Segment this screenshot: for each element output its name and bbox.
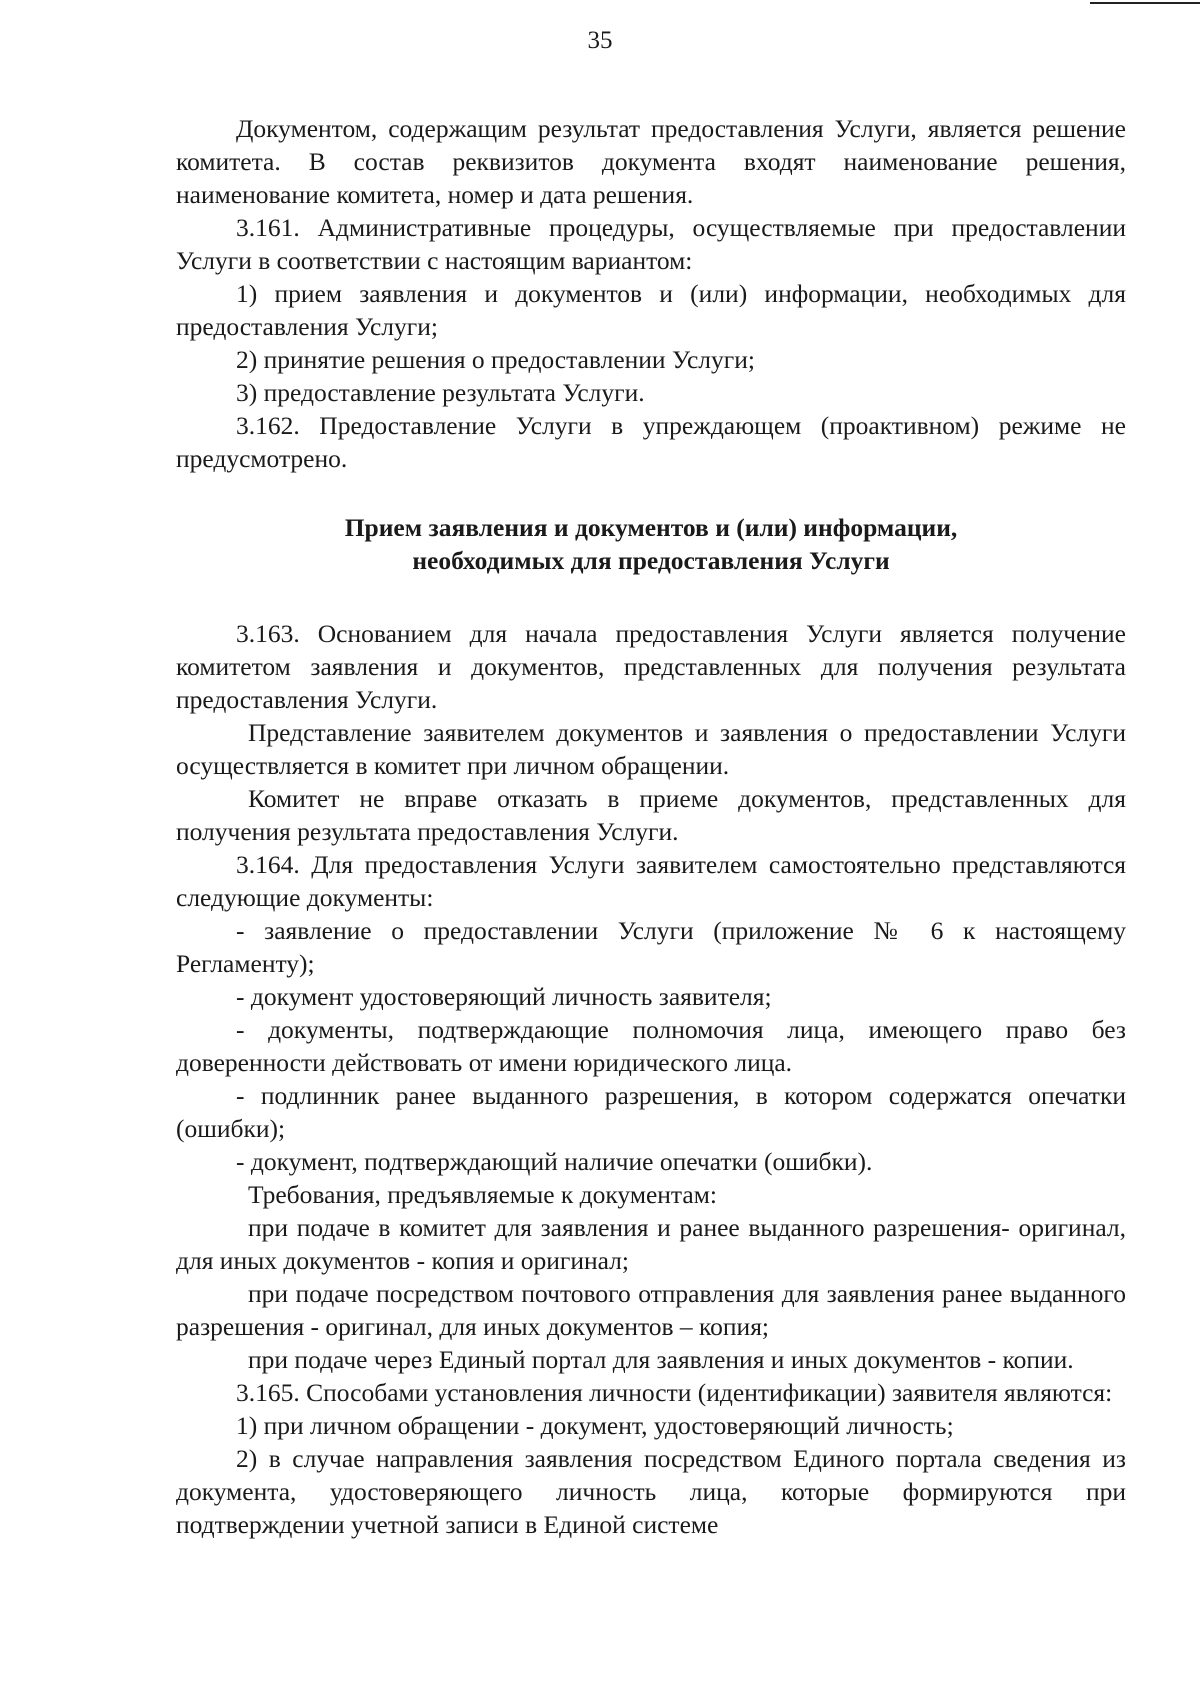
section-heading-line-1: Прием заявления и документов и (или) информации, (344, 513, 958, 542)
paragraph-submission: Представление заявителем документов и заявления о предоставлении Услуги осуществляется в комитет при личном обращении. (176, 718, 1126, 780)
list-item-document-original-permit: - подлинник ранее выданного разрешения, в котором содержатся опечатки (ошибки); (176, 1081, 1126, 1143)
paragraph-3-163: 3.163. Основанием для начала предоставления Услуги является получение комитетом заявления и документов, представленных для получения результата предоставления Услуги. (176, 619, 1126, 714)
paragraph-3-164: 3.164. Для предоставления Услуги заявителем самостоятельно представляются следующие документы: (176, 850, 1126, 912)
paragraph-3-162: 3.162. Предоставление Услуги в упреждающем (проактивном) режиме не предусмотрено. (176, 411, 1126, 473)
section-heading-line-2: необходимых для предоставления Услуги (412, 546, 890, 575)
page-number: 35 (587, 27, 613, 54)
top-edge-rule (1090, 2, 1200, 4)
list-item-document-identity: - документ удостоверяющий личность заявителя; (236, 982, 772, 1011)
document-body (176, 112, 1126, 1541)
list-item-identification-1: 1) при личном обращении - документ, удостоверяющий личность; (236, 1411, 954, 1440)
list-item-identification-2: 2) в случае направления заявления посредством Единого портала сведения из документа, удостоверяющего личность лица, которые формируются при подтверждении учетной записи в Единой системе (176, 1444, 1126, 1539)
section-heading (176, 511, 1126, 577)
list-item-procedure-3: 3) предоставление результата Услуги. (236, 378, 645, 407)
paragraph-no-refusal: Комитет не вправе отказать в приеме документов, представленных для получения результата предоставления Услуги. (176, 784, 1126, 846)
list-item-document-error-proof: - документ, подтверждающий наличие опечатки (ошибки). (236, 1147, 873, 1176)
paragraph-requirement-portal: при подаче через Единый портал для заявления и иных документов - копии. (248, 1345, 1074, 1374)
paragraph-requirement-in-person: при подаче в комитет для заявления и ранее выданного разрешения- оригинал, для иных документов - копия и оригинал; (176, 1213, 1126, 1275)
paragraph-requirement-mail: при подаче посредством почтового отправления для заявления ранее выданного разрешения - оригинал, для иных документов – копия; (176, 1279, 1126, 1341)
list-item-procedure-2: 2) принятие решения о предоставлении Услуги; (236, 345, 755, 374)
paragraph-result-document: Документом, содержащим результат предоставления Услуги, является решение комитета. В состав реквизитов документа входят наименование решения, наименование комитета, номер и дата решения. (176, 114, 1126, 209)
list-item-procedure-1: 1) прием заявления и документов и (или) информации, необходимых для предоставления Услуги; (176, 279, 1126, 341)
list-item-document-application: - заявление о предоставлении Услуги (приложение № 6 к настоящему Регламенту); (176, 916, 1126, 978)
list-item-document-authority: - документы, подтверждающие полномочия лица, имеющего право без доверенности действовать от имени юридического лица. (176, 1015, 1126, 1077)
paragraph-requirements: Требования, предъявляемые к документам: (248, 1180, 717, 1209)
paragraph-3-165: 3.165. Способами установления личности (идентификации) заявителя являются: (236, 1378, 1113, 1407)
paragraph-3-161: 3.161. Административные процедуры, осуществляемые при предоставлении Услуги в соответствии с настоящим вариантом: (176, 213, 1126, 275)
